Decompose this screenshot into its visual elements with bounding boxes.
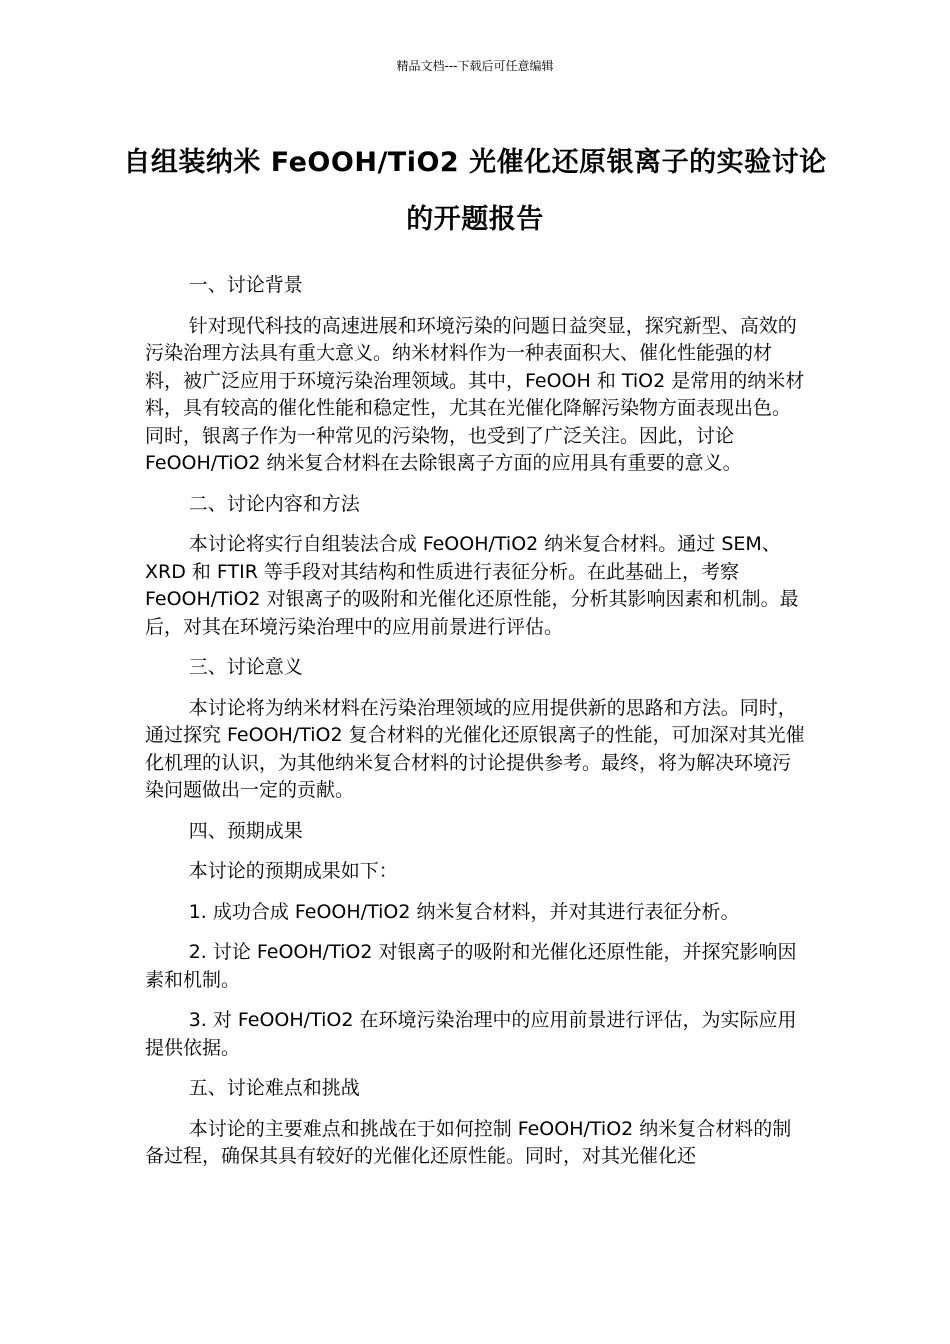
section-heading-expected-results: 四、预期成果 (188, 819, 303, 842)
paragraph-significance: 本讨论将为纳米材料在污染治理领域的应用提供新的思路和方法。同时，通过探究 FeOOH/TiO2 复合材料的光催化还原银离子的性能，可加深对其光催化机理的认识，为其他纳米复合材料的讨论提供参考。最终，将为解决环境污染问题做出一定的贡献。 (145, 696, 805, 801)
list-item-expected-1: 1. 成功合成 FeOOH/TiO2 纳米复合材料，并对其进行表征分析。 (188, 900, 740, 923)
paragraph-challenges: 本讨论的主要难点和挑战在于如何控制 FeOOH/TiO2 纳米复合材料的制备过程，确保其具有较好的光催化还原性能。同时，对其光催化还 (145, 1117, 792, 1167)
section-heading-challenges: 五、讨论难点和挑战 (188, 1077, 360, 1099)
paragraph-expected-intro: 本讨论的预期成果如下： (188, 860, 398, 882)
header-note: 精品文档---下载后可任意编辑 (396, 59, 554, 73)
paragraph-content-methods: 本讨论将实行自组装法合成 FeOOH/TiO2 纳米复合材料。通过 SEM、XRD 和 FTIR 等手段对其结构和性质进行表征分析。在此基础上，考察 FeOOH/TiO2 对银离子的吸附和光催化还原性能，分析其影响因素和机制。最后，对其在环境污染治理中的应用前景进行评估。 (145, 533, 799, 638)
document-body (145, 272, 805, 1184)
section-heading-background: 一、讨论背景 (188, 274, 303, 296)
section-heading-significance: 三、讨论意义 (188, 656, 303, 678)
paragraph-background: 针对现代科技的高速进展和环境污染的问题日益突显，探究新型、高效的污染治理方法具有重大意义。纳米材料作为一种表面积大、催化性能强的材料，被广泛应用于环境污染治理领域。其中，FeOOH 和 TiO2 是常用的纳米材料，具有较高的催化性能和稳定性，尤其在光催化降解污染物方面表现出色。同时，银离子作为一种常见的污染物，也受到了广泛关注。因此，讨论 FeOOH/TiO2 纳米复合材料在去除银离子方面的应用具有重要的意义。 (145, 314, 805, 474)
document-title: 自组装纳米 FeOOH/TiO2 光催化还原银离子的实验讨论的开题报告 (123, 147, 827, 235)
section-heading-content-methods: 二、讨论内容和方法 (188, 492, 360, 515)
list-item-expected-2: 2. 讨论 FeOOH/TiO2 对银离子的吸附和光催化还原性能，并探究影响因素和机制。 (145, 941, 797, 991)
list-item-expected-3: 3. 对 FeOOH/TiO2 在环境污染治理中的应用前景进行评估，为实际应用提供依据。 (145, 1009, 797, 1059)
